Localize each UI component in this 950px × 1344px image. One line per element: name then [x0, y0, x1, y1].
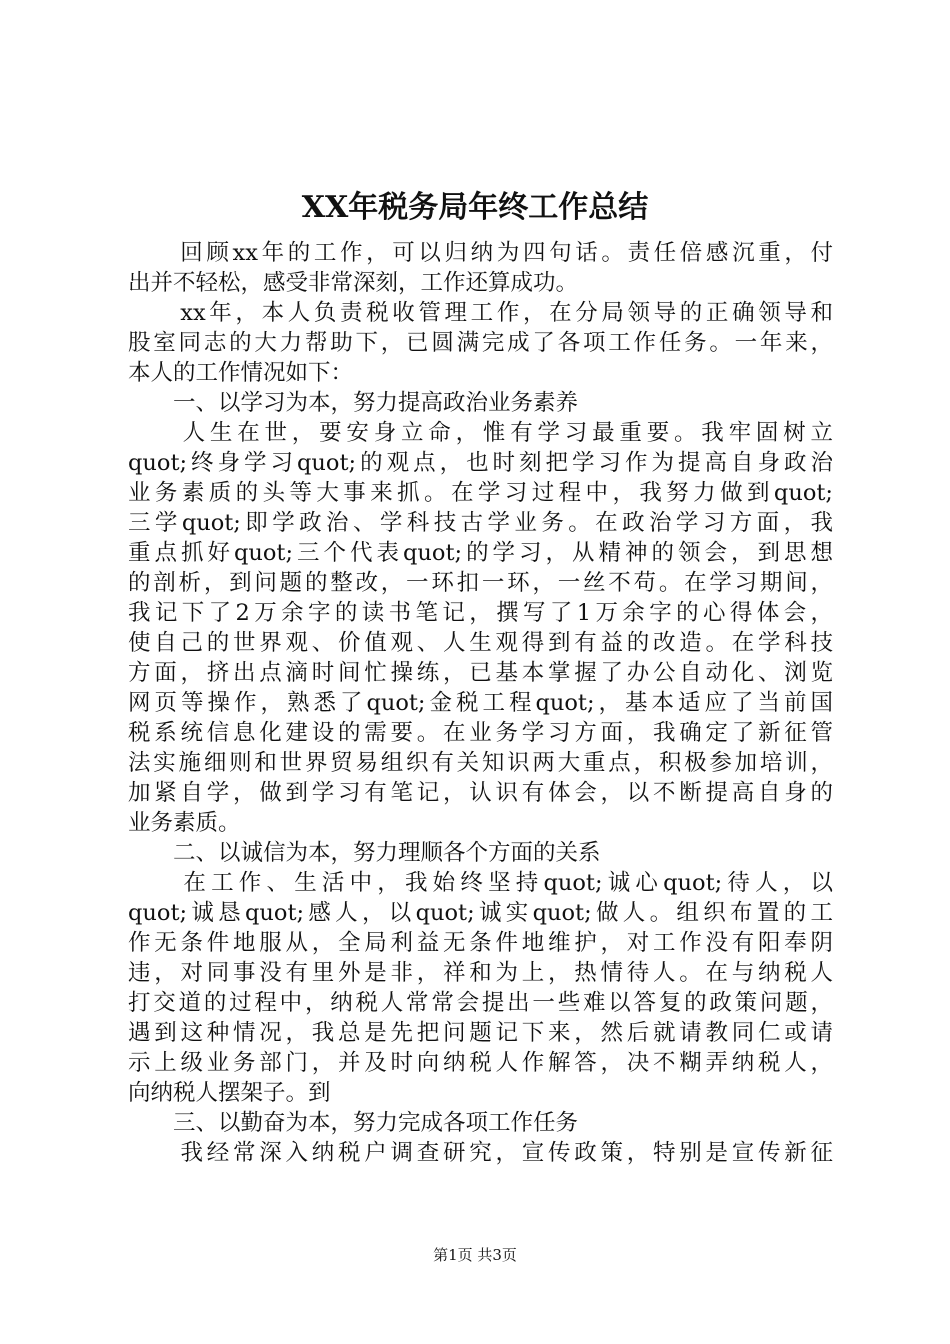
body-line: 在工作、生活中，我始终坚持quot;诚心quot;待人，以	[128, 870, 833, 896]
document-title: XX年税务局年终工作总结	[301, 190, 649, 225]
body-line: 遇到这种情况，我总是先把问题记下来，然后就请教同仁或请	[128, 1020, 833, 1046]
body-line: 我记下了2万余字的读书笔记，撰写了1万余字的心得体会，	[128, 600, 833, 626]
body-line: xx年，本人负责税收管理工作，在分局领导的正确领导和	[128, 300, 833, 326]
body-line: 的剖析，到问题的整改，一环扣一环，一丝不苟。在学习期间，	[128, 570, 833, 596]
body-line: 违，对同事没有里外是非，祥和为上，热情待人。在与纳税人	[128, 960, 833, 986]
body-line: 本人的工作情况如下：	[128, 360, 354, 386]
body-line: 网页等操作，熟悉了quot;金税工程quot;，基本适应了当前国	[128, 690, 833, 716]
body-line: 业务素质。	[128, 810, 241, 836]
body-line: 股室同志的大力帮助下，已圆满完成了各项工作任务。一年来，	[128, 330, 833, 356]
body-line: 我经常深入纳税户调查研究，宣传政策，特别是宣传新征	[128, 1140, 833, 1166]
body-line: quot;终身学习quot;的观点，也时刻把学习作为提高自身政治	[128, 450, 833, 476]
body-line: 一、以学习为本，努力提高政治业务素养	[128, 390, 579, 416]
body-line: 示上级业务部门，并及时向纳税人作解答，决不糊弄纳税人，	[128, 1050, 833, 1076]
body-line: 加紧自学，做到学习有笔记，认识有体会，以不断提高自身的	[128, 780, 833, 806]
body-line: 人生在世，要安身立命，惟有学习最重要。我牢固树立	[128, 420, 833, 446]
body-line: 回顾xx年的工作，可以归纳为四句话。责任倍感沉重，付	[128, 240, 833, 266]
body-line: 使自己的世界观、价值观、人生观得到有益的改造。在学科技	[128, 630, 833, 656]
page-footer: 第1页 共3页	[433, 1246, 517, 1264]
document-body	[128, 238, 833, 1168]
body-line: 业务素质的头等大事来抓。在学习过程中，我努力做到quot;	[128, 480, 833, 506]
body-line: 方面，挤出点滴时间忙操练，已基本掌握了办公自动化、浏览	[128, 660, 833, 686]
body-line: 出并不轻松，感受非常深刻，工作还算成功。	[128, 270, 579, 296]
body-line: 重点抓好quot;三个代表quot;的学习，从精神的领会，到思想	[128, 540, 833, 566]
body-line: 税系统信息化建设的需要。在业务学习方面，我确定了新征管	[128, 720, 833, 746]
body-line: 二、以诚信为本，努力理顺各个方面的关系	[128, 840, 601, 866]
body-line: quot;诚恳quot;感人，以quot;诚实quot;做人。组织布置的工	[128, 900, 833, 926]
body-line: 法实施细则和世界贸易组织有关知识两大重点，积极参加培训，	[128, 750, 833, 776]
body-line: 打交道的过程中，纳税人常常会提出一些难以答复的政策问题，	[128, 990, 833, 1016]
body-line: 作无条件地服从，全局利益无条件地维护，对工作没有阳奉阴	[128, 930, 833, 956]
body-line: 向纳税人摆架子。到	[128, 1080, 331, 1106]
body-line: 三学quot;即学政治、学科技古学业务。在政治学习方面，我	[128, 510, 833, 536]
body-line: 三、以勤奋为本，努力完成各项工作任务	[128, 1110, 579, 1136]
